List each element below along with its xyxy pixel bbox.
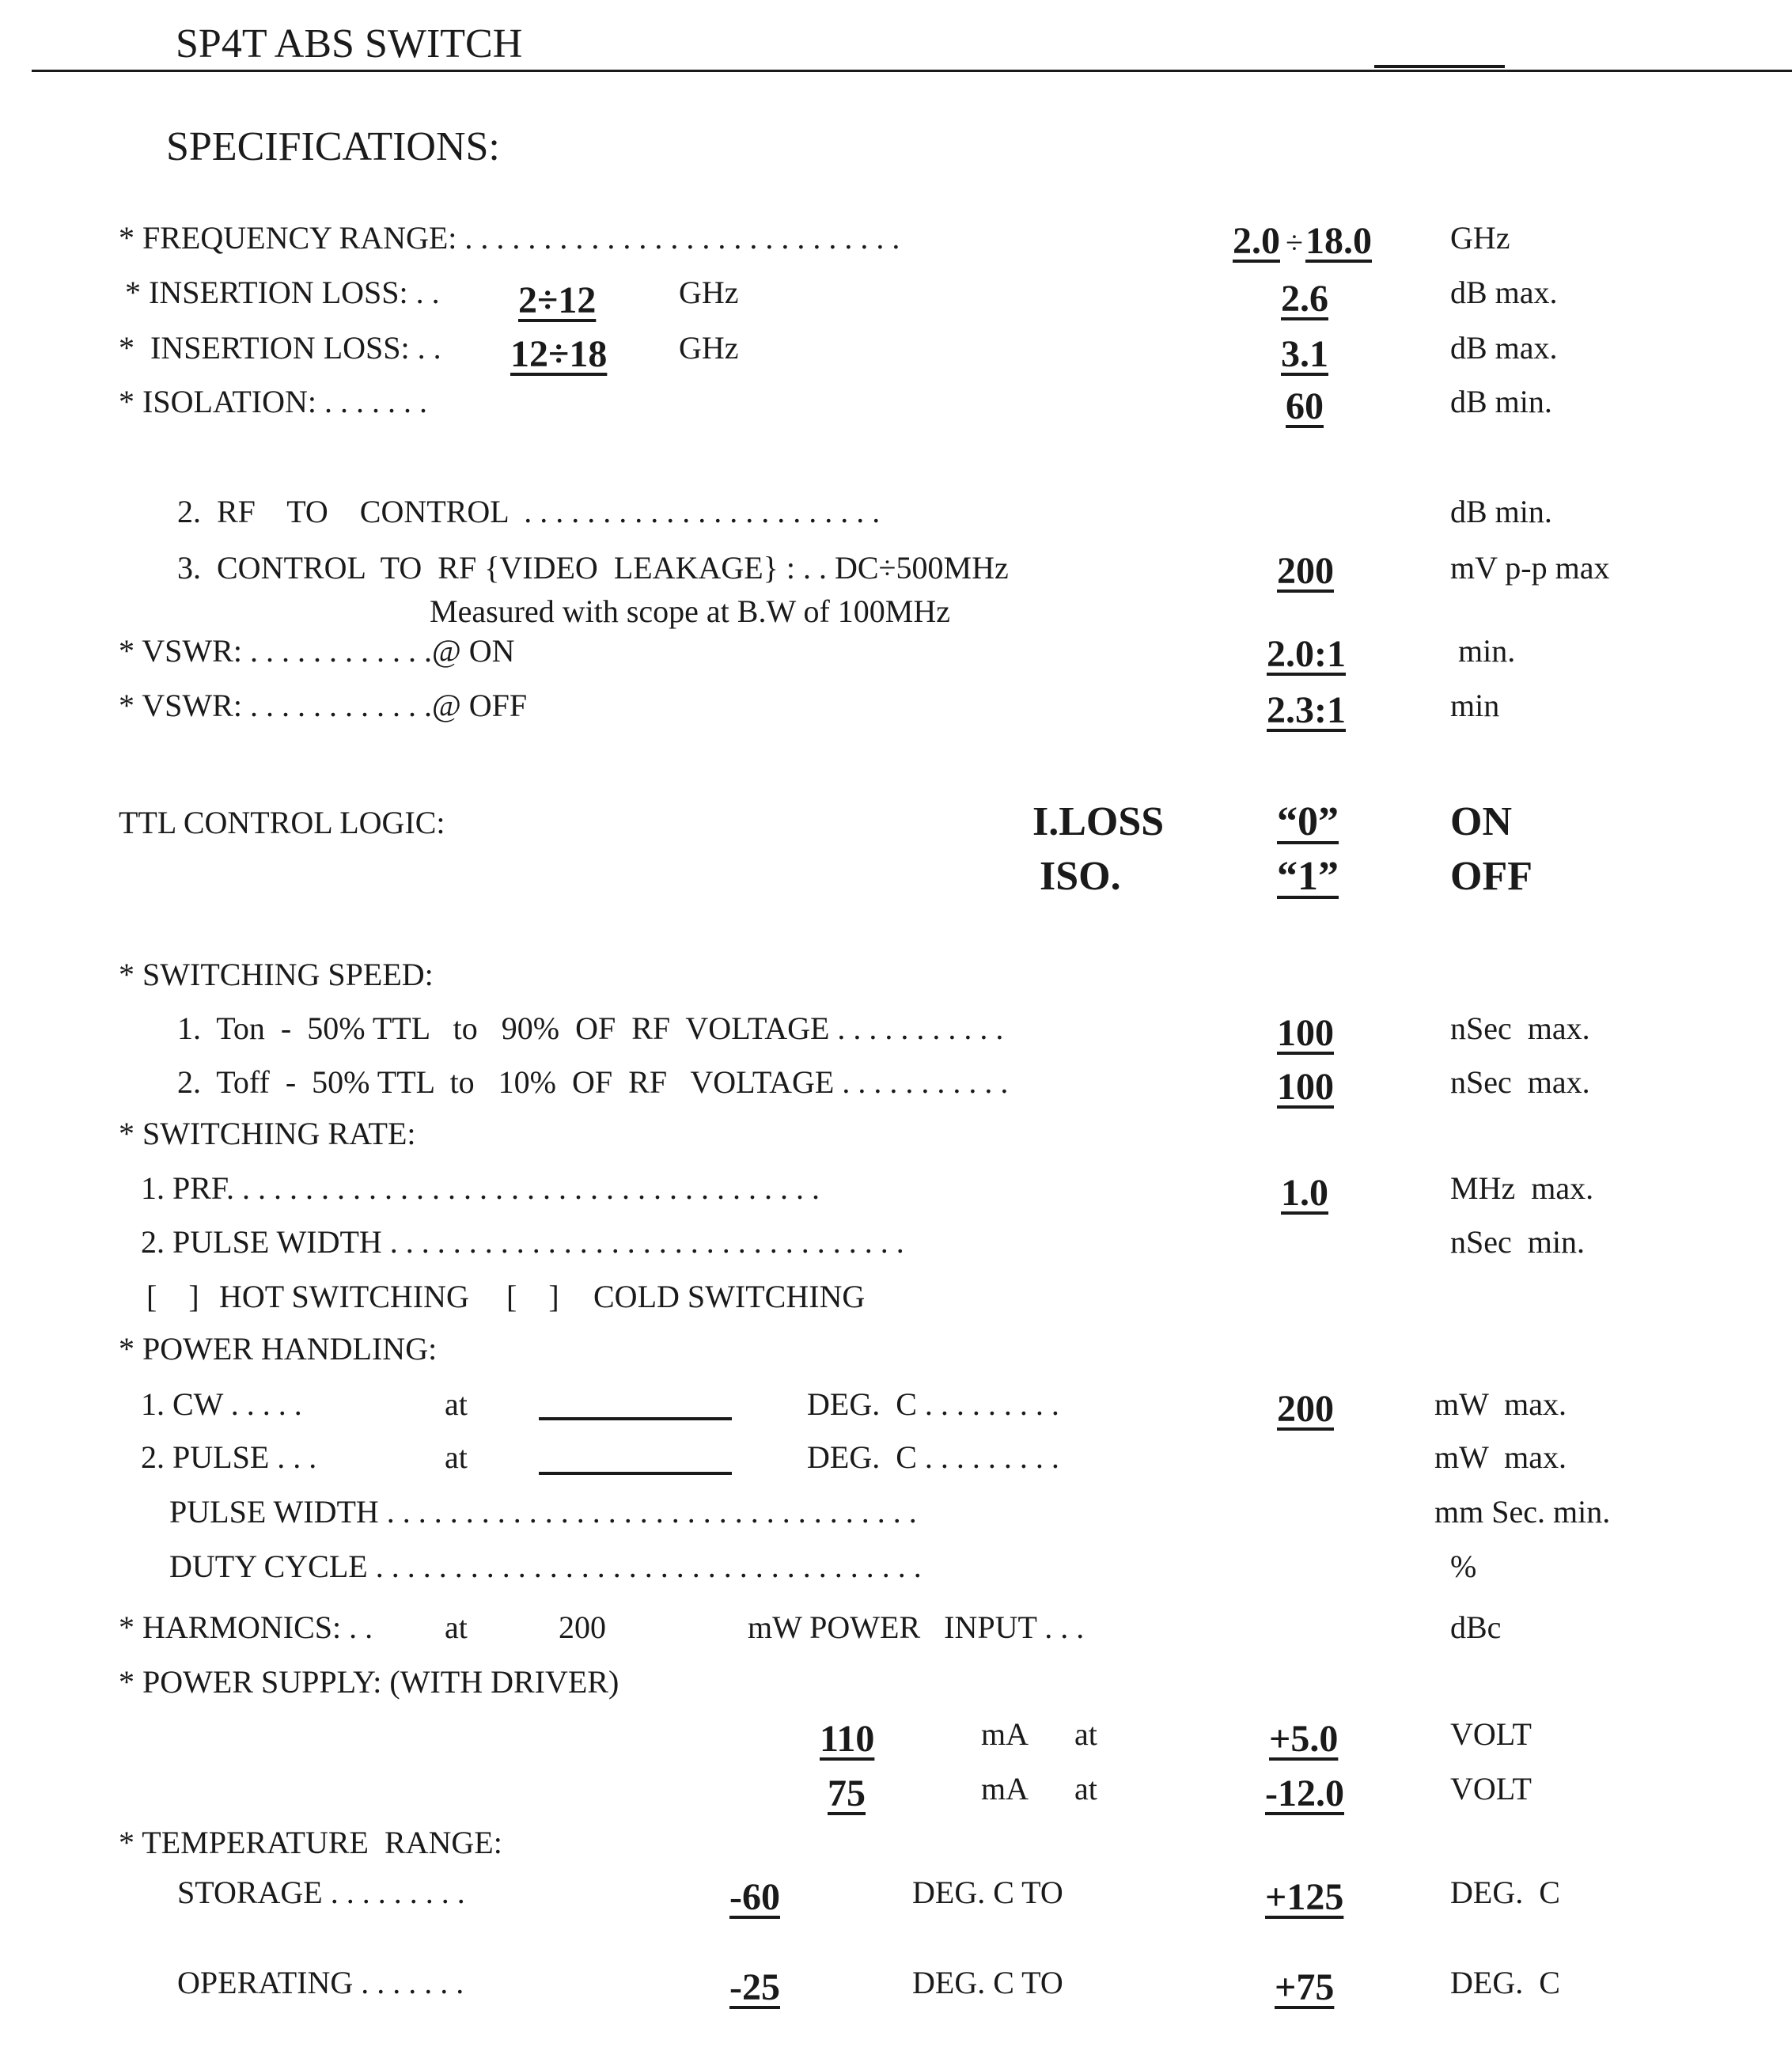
cw-label: 1. CW . . . . . (141, 1386, 302, 1422)
video-leakage-value: 200 (1277, 550, 1334, 592)
pulse-width-rate-unit: nSec min. (1450, 1224, 1585, 1260)
insertion-loss-value: 2.6 (1281, 278, 1328, 320)
cw-value: 200 (1277, 1388, 1334, 1430)
insertion-loss-label: * INSERTION LOSS: . . (119, 330, 441, 366)
insertion-loss-band-unit: GHz (679, 275, 739, 310)
control-to-rf-label: 3. CONTROL TO RF {VIDEO LEAKAGE} : . . DC÷500MHz (177, 550, 1009, 586)
isolation-unit: dB min. (1450, 384, 1552, 419)
toff-label: 2. Toff - 50% TTL to 10% OF RF VOLTAGE . . . . . . . . . . . (177, 1064, 1009, 1100)
vswr-off-value: 2.3:1 (1267, 689, 1346, 731)
storage-unit: DEG. C (1450, 1875, 1560, 1910)
pulse-width-unit: mm Sec. min. (1434, 1494, 1611, 1530)
storage-label: STORAGE . . . . . . . . . (177, 1875, 465, 1910)
pulse-unit: mW max. (1434, 1439, 1567, 1475)
toff-unit: nSec max. (1450, 1064, 1590, 1100)
rf-to-control-label: 2. RF TO CONTROL . . . . . . . . . . . . . . . . . . . . . . . (177, 494, 881, 529)
insertion-loss-unit: dB max. (1450, 275, 1558, 310)
ttl-iloss-label: I.LOSS (1032, 799, 1165, 844)
ton-value: 100 (1277, 1012, 1334, 1054)
video-leakage-unit: mV p-p max (1450, 550, 1610, 586)
vswr-off-label: * VSWR: . . . . . . . . . . . .@ OFF (119, 688, 528, 723)
harmonics-label: * HARMONICS: . . (119, 1609, 373, 1645)
pulse-width-label: PULSE WIDTH . . . . . . . . . . . . . . . . . . . . . . . . . . . . . . . . . . (169, 1494, 917, 1530)
isolation-value: 60 (1286, 385, 1324, 427)
operating-label: OPERATING . . . . . . . (177, 1965, 464, 2000)
temperature-range-label: * TEMPERATURE RANGE: (119, 1825, 502, 1860)
supply-unit-1: VOLT (1450, 1716, 1532, 1752)
supply-current-2: 75 (828, 1772, 866, 1814)
ttl-iso-state: OFF (1450, 854, 1532, 899)
cold-switching-checkbox: [ ] (506, 1279, 559, 1314)
supply-ma-2: mA (981, 1771, 1029, 1806)
cw-temperature-blank (539, 1417, 732, 1420)
insertion-loss-unit: dB max. (1450, 330, 1558, 366)
harmonics-unit: dBc (1450, 1609, 1502, 1645)
storage-max-value: +125 (1265, 1876, 1344, 1918)
frequency-low-value: 2.0 (1233, 220, 1280, 262)
supply-voltage-2: -12.0 (1265, 1772, 1344, 1814)
operating-unit: DEG. C (1450, 1965, 1560, 2000)
prf-label: 1. PRF. . . . . . . . . . . . . . . . . . . . . . . . . . . . . . . . . . . . . . (141, 1170, 820, 1206)
ton-label: 1. Ton - 50% TTL to 90% OF RF VOLTAGE . . . . . . . . . . . (177, 1010, 1004, 1046)
frequency-range-label: * FREQUENCY RANGE: . . . . . . . . . . . . . . . . . . . . . . . . . . . . (119, 220, 900, 256)
isolation-label: * ISOLATION: . . . . . . . (119, 384, 427, 419)
supply-unit-2: VOLT (1450, 1771, 1532, 1806)
prf-unit: MHz max. (1450, 1170, 1594, 1206)
pulse-width-rate-label: 2. PULSE WIDTH . . . . . . . . . . . . . . . . . . . . . . . . . . . . . . . . . (141, 1224, 904, 1260)
frequency-high-value: 18.0 (1305, 220, 1372, 262)
hot-switching-checkbox: [ ] (146, 1279, 199, 1314)
supply-voltage-1: +5.0 (1269, 1718, 1339, 1760)
ttl-iloss-state: ON (1450, 799, 1512, 844)
vswr-on-label: * VSWR: . . . . . . . . . . . .@ ON (119, 633, 515, 669)
insertion-loss-label: * INSERTION LOSS: . . (125, 275, 440, 310)
storage-to-label: DEG. C TO (912, 1875, 1063, 1910)
rf-to-control-unit: dB min. (1450, 494, 1552, 529)
supply-ma-1: mA (981, 1716, 1029, 1752)
power-handling-label: * POWER HANDLING: (119, 1331, 438, 1367)
hot-switching-label: HOT SWITCHING (219, 1279, 469, 1314)
ttl-iloss-value: “0” (1277, 799, 1339, 844)
frequency-separator: ÷ (1286, 225, 1303, 260)
cw-at: at (445, 1386, 468, 1422)
vswr-on-unit: min. (1450, 633, 1516, 669)
supply-current-1: 110 (820, 1718, 875, 1760)
switching-speed-label: * SWITCHING SPEED: (119, 957, 434, 992)
insertion-loss-band: 12÷18 (510, 333, 608, 375)
insertion-loss-band-unit: GHz (679, 330, 739, 366)
storage-min-value: -60 (729, 1876, 780, 1918)
insertion-loss-band: 2÷12 (518, 279, 597, 321)
pulse-label: 2. PULSE . . . (141, 1439, 317, 1475)
operating-to-label: DEG. C TO (912, 1965, 1063, 2000)
harmonics-input-label: mW POWER INPUT . . . (748, 1609, 1085, 1645)
pulse-deg-label: DEG. C . . . . . . . . . (807, 1439, 1059, 1475)
document-title: SP4T ABS SWITCH (176, 21, 523, 66)
pulse-temperature-blank (539, 1472, 732, 1475)
pulse-at: at (445, 1439, 468, 1475)
frequency-unit: GHz (1450, 220, 1510, 256)
prf-value: 1.0 (1281, 1172, 1328, 1214)
ton-unit: nSec max. (1450, 1010, 1590, 1046)
duty-cycle-unit: % (1450, 1549, 1477, 1584)
insertion-loss-value: 3.1 (1281, 333, 1328, 375)
toff-value: 100 (1277, 1066, 1334, 1108)
harmonics-power: 200 (559, 1609, 606, 1645)
header-blank-line (1374, 65, 1505, 68)
cold-switching-label: COLD SWITCHING (593, 1279, 866, 1314)
specifications-heading: SPECIFICATIONS: (166, 124, 500, 169)
ttl-iso-value: “1” (1277, 854, 1339, 899)
operating-min-value: -25 (729, 1966, 780, 2008)
cw-unit: mW max. (1434, 1386, 1567, 1422)
header-rule (32, 70, 1792, 72)
harmonics-at: at (445, 1609, 468, 1645)
power-supply-label: * POWER SUPPLY: (WITH DRIVER) (119, 1664, 619, 1700)
switching-rate-label: * SWITCHING RATE: (119, 1116, 416, 1151)
duty-cycle-label: DUTY CYCLE . . . . . . . . . . . . . . . . . . . . . . . . . . . . . . . . . . . (169, 1549, 922, 1584)
vswr-off-unit: min (1450, 688, 1500, 723)
ttl-control-logic-label: TTL CONTROL LOGIC: (119, 805, 445, 840)
control-to-rf-note: Measured with scope at B.W of 100MHz (430, 593, 951, 629)
vswr-on-value: 2.0:1 (1267, 633, 1346, 675)
supply-at-1: at (1074, 1716, 1097, 1752)
supply-at-2: at (1074, 1771, 1097, 1806)
ttl-iso-label: ISO. (1040, 854, 1121, 899)
cw-deg-label: DEG. C . . . . . . . . . (807, 1386, 1059, 1422)
operating-max-value: +75 (1275, 1966, 1335, 2008)
